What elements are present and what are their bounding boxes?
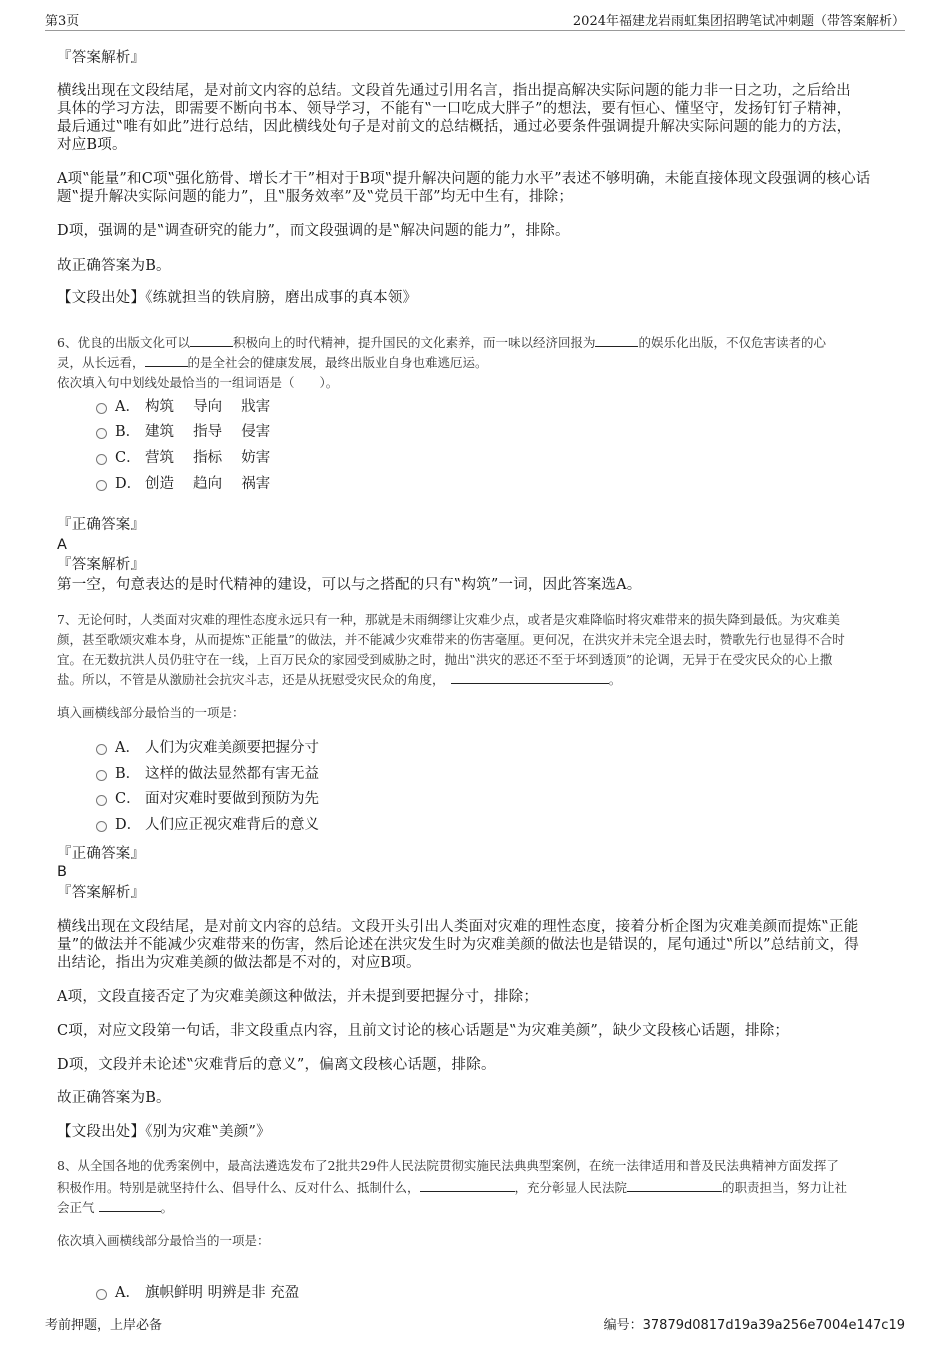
blank bbox=[99, 1199, 161, 1212]
question-6-text-line2: 灵，从长远看， 的是全社会的健康发展，最终出版业自身也难逃厄运。 bbox=[57, 355, 488, 370]
radio-button[interactable] bbox=[96, 480, 107, 491]
radio-button[interactable] bbox=[96, 770, 107, 781]
analysis-label: 『答案解析』 bbox=[57, 557, 146, 573]
question-8-text: 8、从全国各地的优秀案例中，最高法遴选发布了2批共29件人民法院贯彻实施民法典典型案例，在统一法律适用和普及民法典精神方面发挥了 bbox=[57, 1158, 839, 1173]
radio-button[interactable] bbox=[96, 821, 107, 832]
page-number: 第3页 bbox=[45, 14, 80, 29]
radio-button[interactable] bbox=[96, 795, 107, 806]
page-footer bbox=[45, 1314, 905, 1333]
blank bbox=[595, 334, 638, 347]
analysis-label: 『答案解析』 bbox=[57, 885, 146, 901]
document-title: 2024年福建龙岩雨虹集团招聘笔试冲刺题（带答案解析） bbox=[572, 14, 905, 29]
blank bbox=[451, 671, 609, 684]
blank bbox=[420, 1179, 515, 1192]
radio-button[interactable] bbox=[96, 1289, 107, 1300]
page-header bbox=[45, 10, 905, 31]
correct-answer-label: 『正确答案』 bbox=[57, 846, 146, 862]
analysis-label: 『答案解析』 bbox=[57, 50, 146, 66]
analysis-paragraph-3: D项，强调的是‟调查研究的能力”，而文段强调的是‟解决问题的能力”，排除。 bbox=[57, 223, 570, 239]
analysis-paragraph-1: 横线出现在文段结尾，是对前文内容的总结。文段开头引出人类面对灾难的理性态度，接着分析企图为灾难美颜而提炼‟正能 量”的做法并不能减少灾难带来的伤害，然后论述在洪灾发生时为灾难美颜的做法也是错误的，尾句通过‟所以”总结前文，得 出结论，指出为灾难美颜的做法都是不对的，对应B项。 bbox=[57, 919, 859, 971]
analysis-paragraph-4: D项，文段并未论述‟灾难背后的意义”，偏离文段核心话题，排除。 bbox=[57, 1057, 496, 1073]
question-7-prompt: 填入画横线部分最恰当的一项是： bbox=[57, 705, 245, 720]
radio-button[interactable] bbox=[96, 454, 107, 465]
question-6-prompt: 依次填入句中划线处最恰当的一组词语是（ ）。 bbox=[57, 375, 339, 390]
question-8-text-line2: 积极作用。特别是就坚持什么、倡导什么、反对什么、抵制什么， ，充分彰显人民法院 的职责担当，努力让社 bbox=[57, 1180, 848, 1195]
blank bbox=[145, 354, 188, 367]
analysis-conclusion: 故正确答案为B。 bbox=[57, 1090, 171, 1106]
analysis-paragraph-3: C项，对应文段第一句话，非文段重点内容，且前文讨论的核心话题是‟为灾难美颜”，缺少文段核心话题，排除； bbox=[57, 1023, 790, 1039]
source-citation: 【文段出处】《别为灾难‟美颜”》 bbox=[57, 1124, 271, 1140]
correct-answer: A bbox=[57, 537, 68, 553]
blank bbox=[627, 1179, 722, 1192]
analysis-conclusion: 故正确答案为B。 bbox=[57, 258, 171, 274]
document-id: 编号：37879d0817d19a39a256e7004e147c19 bbox=[603, 1318, 905, 1333]
correct-answer: B bbox=[57, 864, 68, 880]
analysis-paragraph-1: 横线出现在文段结尾，是对前文内容的总结。文段首先通过引用名言，指出提高解决实际问题的能力非一日之功，之后给出 具体的学习方法，即需要不断向书本、领导学习，不能有‟一口吃成大胖子”的想法，要有恒心、懂坚守，发扬钉钉子精神， 最后通过‟唯有如此”进行总结，因此横线处句子是对前文的总结概括，通过必要条件强调提升解决实际问题的能力的方法， 对应B项。 bbox=[57, 83, 852, 153]
analysis-text: 第一空，句意表达的是时代精神的建设，可以与之搭配的只有‟构筑”一词，因此答案选A。 bbox=[57, 577, 642, 593]
question-8-text-line3: 会正气 。 bbox=[57, 1200, 174, 1215]
question-6-text: 6、优良的出版文化可以 积极向上的时代精神，提升国民的文化素养，而一味以经济回报为 的娱乐化出版，不仅危害读者的心 bbox=[57, 335, 826, 350]
question-8-prompt: 依次填入画横线部分最恰当的一项是： bbox=[57, 1233, 270, 1248]
analysis-paragraph-2: A项，文段直接否定了为灾难美颜这种做法，并未提到要把握分寸，排除； bbox=[57, 989, 539, 1005]
blank bbox=[190, 334, 233, 347]
source-citation: 【文段出处】《练就担当的铁肩膀，磨出成事的真本领》 bbox=[57, 290, 418, 306]
footer-slogan: 考前押题，上岸必备 bbox=[45, 1318, 163, 1333]
radio-button[interactable] bbox=[96, 403, 107, 414]
correct-answer-label: 『正确答案』 bbox=[57, 517, 146, 533]
radio-button[interactable] bbox=[96, 428, 107, 439]
radio-button[interactable] bbox=[96, 744, 107, 755]
analysis-paragraph-2: A项‟能量”和C项‟强化筋骨、增长才干”相对于B项‟提升解决问题的能力水平”表述不够明确，未能直接体现文段强调的核心话 题‟提升解决实际问题的能力”，且‟服务效率”及‟党员干部”均无中生有，排除； bbox=[57, 171, 871, 205]
question-7-text: 7、无论何时，人类面对灾难的理性态度永远只有一种，那就是未雨绸缪让灾难少点，或者是灾难降临时将灾难带来的损失降到最低。为灾难美 颜，甚至歌颂灾难本身，从而提炼‟正能量”的做法，并不能减少灾难带来的伤害毫厘。更何况，在洪灾并未完全退去时，赞歌先行也显得不合时 宜。在无数抗洪人员仍驻守在一线，上百万民众的家园受到威胁之时，抛出‟洪灾的恶还不至于坏到透顶”的论调，无异于在受灾民众的心上撒 盐。所以，不管是从激励社会抗灾斗志，还是从抚慰受灾民众的角度， 。 bbox=[57, 612, 845, 687]
